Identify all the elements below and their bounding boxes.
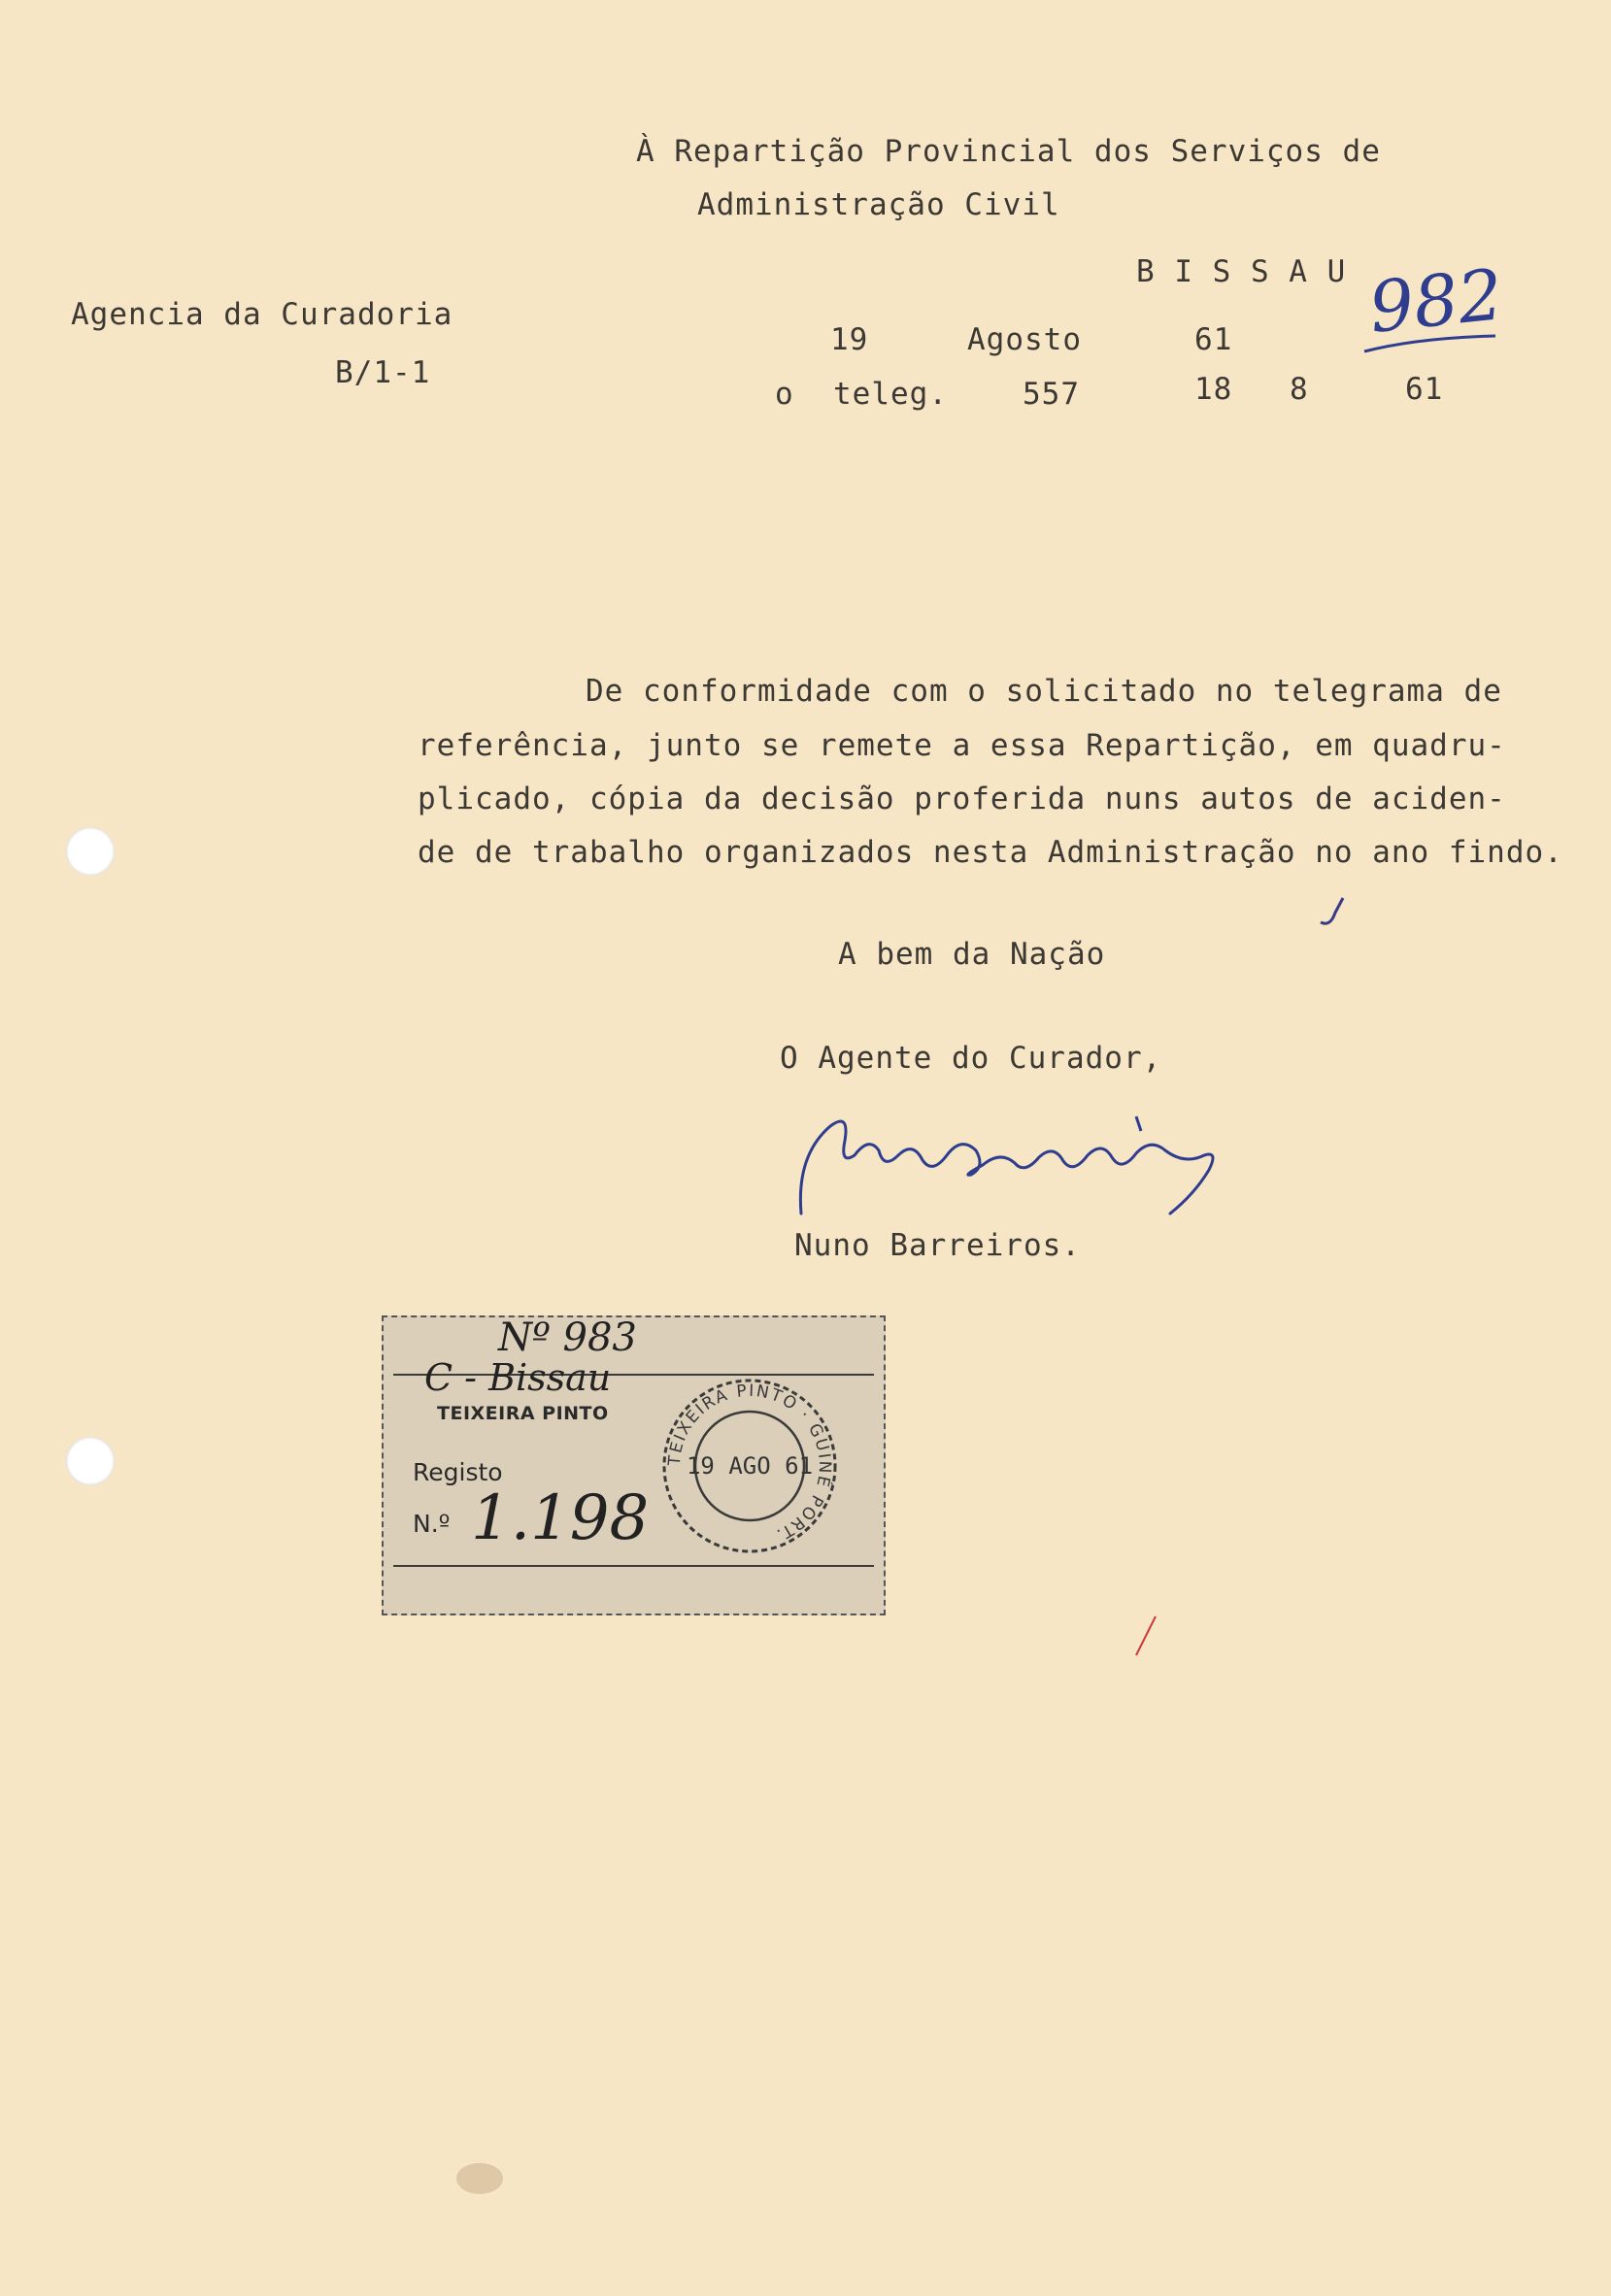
- handwritten-underline: [1359, 330, 1505, 359]
- ref-prefix: o: [775, 377, 794, 412]
- slip-office-name: TEIXEIRA PINTO: [437, 1403, 609, 1424]
- ref-number: 557: [1023, 377, 1080, 412]
- date-year: 61: [1194, 322, 1233, 357]
- ref-month: 8: [1290, 372, 1309, 407]
- ref-day: 18: [1194, 372, 1233, 407]
- handwritten-signature: [777, 1097, 1243, 1243]
- slip-registo-number: 1.198: [471, 1482, 650, 1554]
- ref-label: teleg.: [833, 377, 948, 412]
- addressee-city: B I S S A U: [1136, 254, 1347, 289]
- pen-check-mark: [1316, 893, 1355, 932]
- postmark-date: 19 AGO 61: [686, 1452, 814, 1480]
- red-pencil-mark: [1131, 1612, 1160, 1660]
- slip-rule-bottom: [393, 1565, 874, 1567]
- handwritten-file-number: 982: [1364, 253, 1507, 349]
- slip-hand-destination: C - Bissau: [424, 1356, 612, 1399]
- slip-no-label: N.º: [413, 1510, 451, 1538]
- closing-salutation: A bem da Nação: [838, 937, 1106, 972]
- slip-registo-label: Registo: [413, 1458, 503, 1486]
- addressee-line-2: Administração Civil: [697, 187, 1060, 222]
- ref-year: 61: [1405, 372, 1444, 407]
- body-line-3: plicado, cópia da decisão proferida nuns autos de aciden-: [418, 782, 1506, 816]
- postmark-stamp: [657, 1374, 842, 1558]
- sender-office: Agencia da Curadoria: [71, 297, 453, 332]
- slip-hand-number: Nº 983: [498, 1315, 637, 1360]
- body-line-2: referência, junto se remete a essa Repartição, em quadru-: [418, 728, 1506, 763]
- date-day: 19: [830, 322, 869, 357]
- signer-name: Nuno Barreiros.: [794, 1228, 1081, 1263]
- punch-hole-top: [66, 827, 115, 876]
- date-month: Agosto: [967, 322, 1082, 357]
- stain-mark: [456, 2163, 503, 2194]
- postmark-ring-text: TEIXEIRA PINTO · GUINÉ PORT.: [664, 1381, 835, 1546]
- registry-slip: [382, 1315, 886, 1615]
- body-line-4: de de trabalho organizados nesta Administração no ano findo.: [418, 835, 1563, 870]
- addressee-line-1: À Repartição Provincial dos Serviços de: [636, 134, 1381, 169]
- body-line-1: De conformidade com o solicitado no telegrama de: [586, 674, 1502, 709]
- sender-reference: B/1-1: [335, 355, 431, 390]
- closing-role: O Agente do Curador,: [780, 1041, 1162, 1076]
- punch-hole-bottom: [66, 1437, 115, 1485]
